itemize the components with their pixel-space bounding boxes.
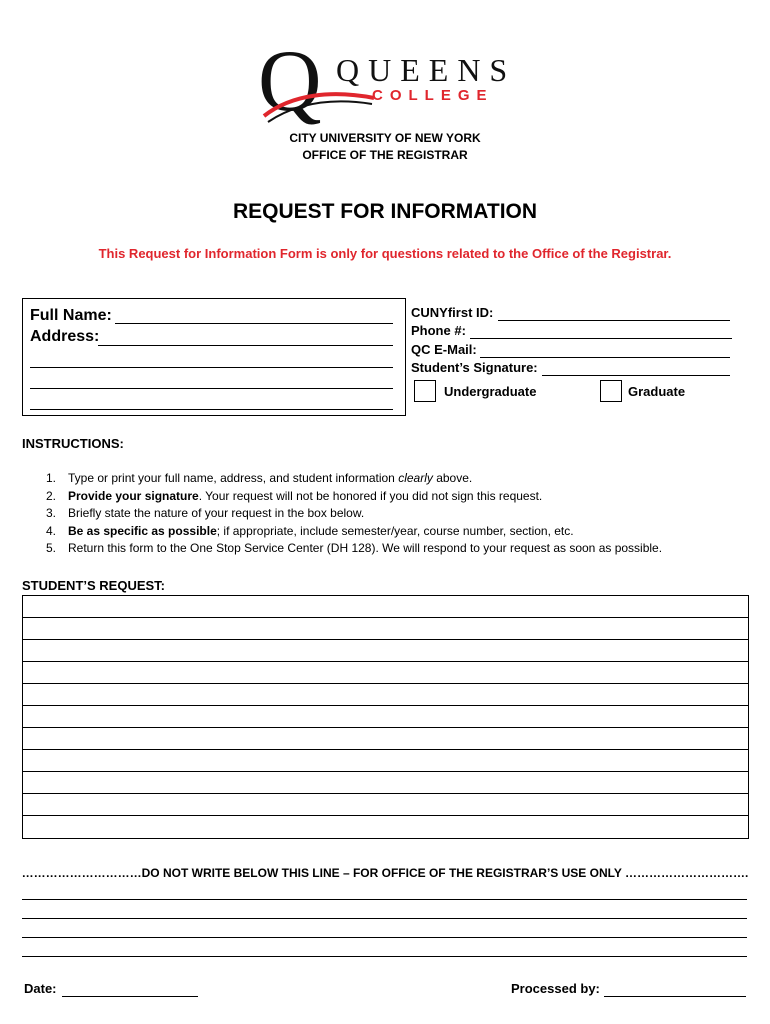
logo-college-text: COLLEGE bbox=[372, 87, 494, 104]
request-line[interactable] bbox=[23, 640, 748, 662]
qc-email-label: QC E-Mail: bbox=[411, 342, 477, 357]
phone-field[interactable] bbox=[470, 338, 732, 339]
cuny-line: CITY UNIVERSITY OF NEW YORK bbox=[289, 131, 481, 145]
office-line bbox=[22, 918, 747, 919]
address-field-line-3[interactable] bbox=[30, 388, 393, 389]
date-label: Date: bbox=[24, 981, 57, 996]
list-item: 4. Be as specific as possible; if appropriate, include semester/year, course number, section, etc. bbox=[46, 523, 574, 538]
full-name-label: Full Name: bbox=[30, 307, 112, 324]
office-line bbox=[22, 899, 747, 900]
processed-by-field[interactable] bbox=[604, 996, 746, 997]
instructions-list bbox=[46, 470, 662, 558]
request-line[interactable] bbox=[23, 684, 748, 706]
signature-field[interactable] bbox=[542, 375, 730, 376]
address-field-line-2[interactable] bbox=[30, 367, 393, 368]
institution-header bbox=[0, 130, 770, 164]
qc-email-field[interactable] bbox=[480, 357, 730, 358]
list-item: 5. Return this form to the One Stop Service Center (DH 128). We will respond to your request as soon as possible. bbox=[46, 541, 663, 555]
request-line[interactable] bbox=[23, 618, 748, 640]
full-name-field[interactable] bbox=[115, 323, 393, 324]
request-line[interactable] bbox=[23, 596, 748, 618]
student-request-box[interactable] bbox=[22, 595, 749, 839]
undergraduate-label: Undergraduate bbox=[444, 384, 537, 399]
address-field-line-4[interactable] bbox=[30, 409, 393, 410]
request-line[interactable] bbox=[23, 706, 748, 728]
request-line[interactable] bbox=[23, 750, 748, 772]
graduate-label: Graduate bbox=[628, 384, 686, 399]
list-item: 1. Type or print your full name, address, and student information clearly above. bbox=[46, 471, 473, 485]
page-title: REQUEST FOR INFORMATION bbox=[232, 200, 538, 223]
cunyfirst-id-field[interactable] bbox=[498, 320, 730, 321]
request-line[interactable] bbox=[23, 816, 748, 838]
date-field[interactable] bbox=[62, 996, 198, 997]
logo-swoosh-icon bbox=[262, 86, 382, 126]
cunyfirst-id-label: CUNYfirst ID: bbox=[411, 305, 494, 320]
phone-label: Phone #: bbox=[411, 323, 466, 338]
logo-queens-text: QUEENS bbox=[336, 52, 517, 88]
instructions-heading: INSTRUCTIONS: bbox=[22, 436, 124, 451]
request-line[interactable] bbox=[23, 772, 748, 794]
office-use-divider-text: …………………………DO NOT WRITE BELOW THIS LINE – FOR OFFICE OF THE REGISTRAR’S USE ONLY …………………………. bbox=[21, 866, 749, 880]
address-field-line-1[interactable] bbox=[98, 345, 393, 346]
notice-text: This Request for Information Form is only for questions related to the Office of the Registrar. bbox=[98, 246, 672, 261]
processed-by-label: Processed by: bbox=[511, 981, 600, 996]
signature-label: Student’s Signature: bbox=[411, 360, 538, 375]
student-info-box bbox=[22, 298, 406, 416]
undergraduate-checkbox[interactable] bbox=[414, 380, 436, 402]
registrar-line: OFFICE OF THE REGISTRAR bbox=[302, 148, 468, 162]
address-label: Address: bbox=[30, 328, 100, 345]
logo-q-letter: Q bbox=[258, 33, 322, 130]
request-line[interactable] bbox=[23, 662, 748, 684]
request-line[interactable] bbox=[23, 794, 748, 816]
list-item: 3. Briefly state the nature of your request in the box below. bbox=[46, 506, 365, 520]
list-item: 2. Provide your signature. Your request will not be honored if you did not sign this request. bbox=[46, 488, 543, 503]
request-line[interactable] bbox=[23, 728, 748, 750]
graduate-checkbox[interactable] bbox=[600, 380, 622, 402]
student-request-heading: STUDENT’S REQUEST: bbox=[22, 578, 166, 593]
office-line bbox=[22, 956, 747, 957]
office-line bbox=[22, 937, 747, 938]
